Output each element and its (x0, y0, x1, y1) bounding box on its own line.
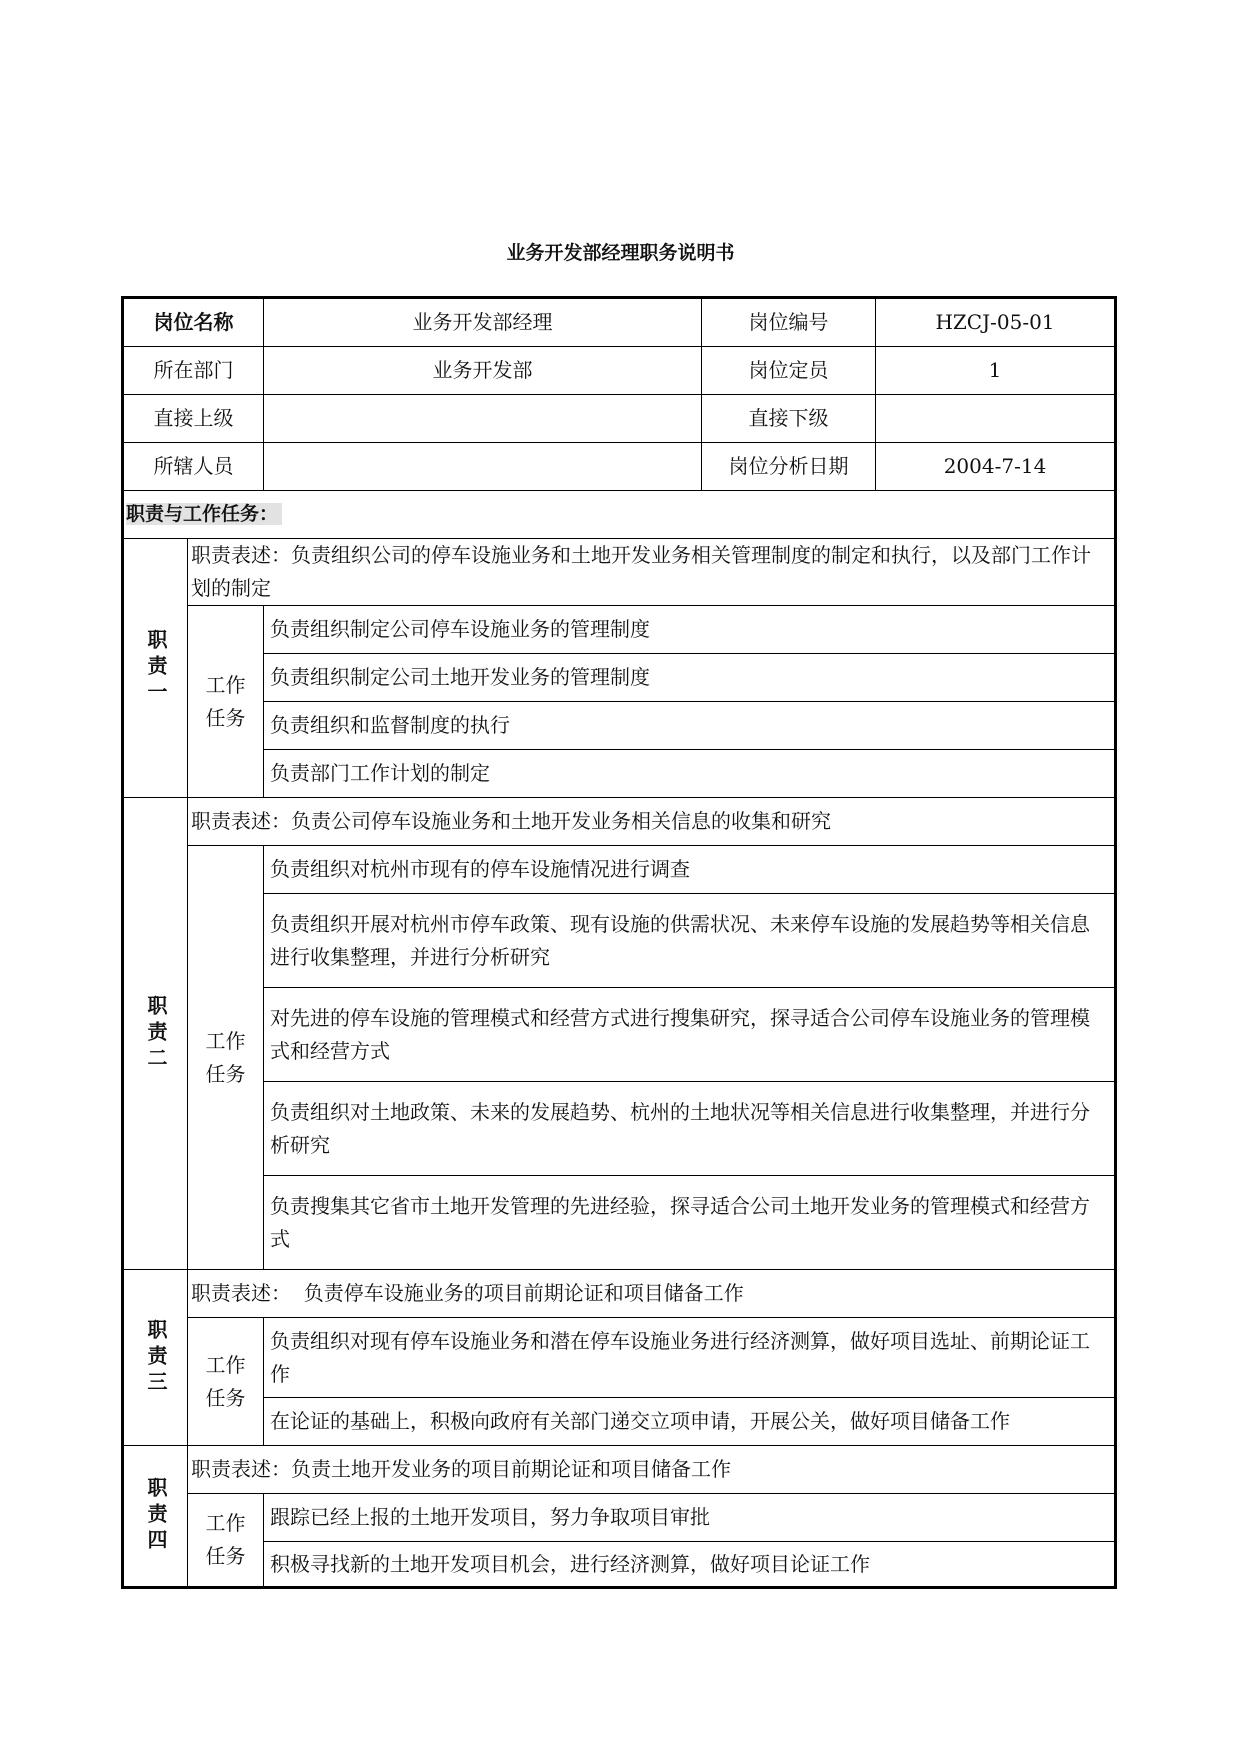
duty-4-label: 职责四 (123, 1446, 188, 1588)
department-value: 业务开发部 (264, 347, 702, 395)
info-row-staff (123, 443, 1116, 491)
duty-1-task-row (123, 750, 1116, 798)
duty-4-task-2: 积极寻找新的土地开发项目机会，进行经济测算，做好项目论证工作 (264, 1542, 1116, 1588)
duty-4-description-row (123, 1446, 1116, 1494)
duty-2-task-row (123, 988, 1116, 1082)
superior-label: 直接上级 (123, 395, 264, 443)
duty-2-label: 职责二 (123, 798, 188, 1270)
duty-1-label: 职责一 (123, 539, 188, 798)
duty-2-description: 职责表述：负责公司停车设施业务和土地开发业务相关信息的收集和研究 (188, 798, 1116, 846)
duty-1-task-2: 负责组织制定公司土地开发业务的管理制度 (264, 654, 1116, 702)
duty-3-task-1: 负责组织对现有停车设施业务和潜在停车设施业务进行经济测算，做好项目选址、前期论证工作 (264, 1318, 1116, 1398)
section-title: 职责与工作任务： (126, 503, 282, 525)
info-row-reporting (123, 395, 1116, 443)
duty-4-task-label: 工作任务 (205, 1511, 246, 1568)
duty-1-task-1: 负责组织制定公司停车设施业务的管理制度 (264, 606, 1116, 654)
analysis-date-value: 2004-7-14 (876, 443, 1116, 491)
duty-1-task-row (123, 702, 1116, 750)
duty-3-task-2: 在论证的基础上，积极向政府有关部门递交立项申请，开展公关，做好项目储备工作 (264, 1398, 1116, 1446)
analysis-date-label: 岗位分析日期 (702, 443, 876, 491)
headcount-label: 岗位定员 (702, 347, 876, 395)
duty-3-task-label: 工作任务 (205, 1352, 246, 1410)
duty-3-task-row (123, 1318, 1116, 1398)
superior-value (264, 395, 702, 443)
duty-1-task-4: 负责部门工作计划的制定 (264, 750, 1116, 798)
staff-value (264, 443, 702, 491)
duty-1-task-label: 工作任务 (205, 672, 246, 730)
duty-2-task-1: 负责组织对杭州市现有的停车设施情况进行调查 (264, 846, 1116, 894)
duty-2-task-row (123, 894, 1116, 988)
section-heading-row (123, 491, 1116, 539)
headcount-value: 1 (876, 347, 1116, 395)
duty-4-task-1: 跟踪已经上报的土地开发项目，努力争取项目审批 (264, 1494, 1116, 1542)
duty-2-task-row (123, 1176, 1116, 1270)
info-row-position (123, 298, 1116, 347)
position-code-value: HZCJ-05-01 (876, 298, 1116, 347)
duty-2-task-row (123, 1082, 1116, 1176)
duty-2-task-3: 对先进的停车设施的管理模式和经营方式进行搜集研究，探寻适合公司停车设施业务的管理模式和经营方式 (264, 988, 1116, 1082)
duty-1-task-3: 负责组织和监督制度的执行 (264, 702, 1116, 750)
position-name-label: 岗位名称 (123, 298, 264, 347)
duty-4-task-row (123, 1494, 1116, 1542)
info-row-department (123, 347, 1116, 395)
staff-label: 所辖人员 (123, 443, 264, 491)
duty-2-task-2: 负责组织开展对杭州市停车政策、现有设施的供需状况、未来停车设施的发展趋势等相关信息进行收集整理，并进行分析研究 (264, 894, 1116, 988)
subordinate-value (876, 395, 1116, 443)
duty-3-task-row (123, 1398, 1116, 1446)
duty-1-task-row (123, 654, 1116, 702)
duty-2-description-row (123, 798, 1116, 846)
duty-2-task-5: 负责搜集其它省市土地开发管理的先进经验，探寻适合公司土地开发业务的管理模式和经营方式 (264, 1176, 1116, 1270)
department-label: 所在部门 (123, 347, 264, 395)
job-description-table (121, 296, 1117, 1589)
duty-2-task-label: 工作任务 (205, 1028, 246, 1086)
duty-4-description: 职责表述：负责土地开发业务的项目前期论证和项目储备工作 (188, 1446, 1116, 1494)
duty-2-task-row (123, 846, 1116, 894)
duty-3-description-row (123, 1270, 1116, 1318)
duty-3-description: 职责表述： 负责停车设施业务的项目前期论证和项目储备工作 (188, 1270, 1116, 1318)
duty-1-description-row (123, 539, 1116, 606)
document-title: 业务开发部经理职务说明书 (506, 242, 735, 264)
duty-1-description: 职责表述：负责组织公司的停车设施业务和土地开发业务相关管理制度的制定和执行，以及部门工作计划的制定 (188, 539, 1116, 606)
duty-2-task-4: 负责组织对土地政策、未来的发展趋势、杭州的土地状况等相关信息进行收集整理，并进行分析研究 (264, 1082, 1116, 1176)
duty-4-task-row (123, 1542, 1116, 1588)
position-name-value: 业务开发部经理 (264, 298, 702, 347)
duty-1-task-row (123, 606, 1116, 654)
duty-3-label: 职责三 (123, 1270, 188, 1446)
subordinate-label: 直接下级 (702, 395, 876, 443)
position-code-label: 岗位编号 (702, 298, 876, 347)
